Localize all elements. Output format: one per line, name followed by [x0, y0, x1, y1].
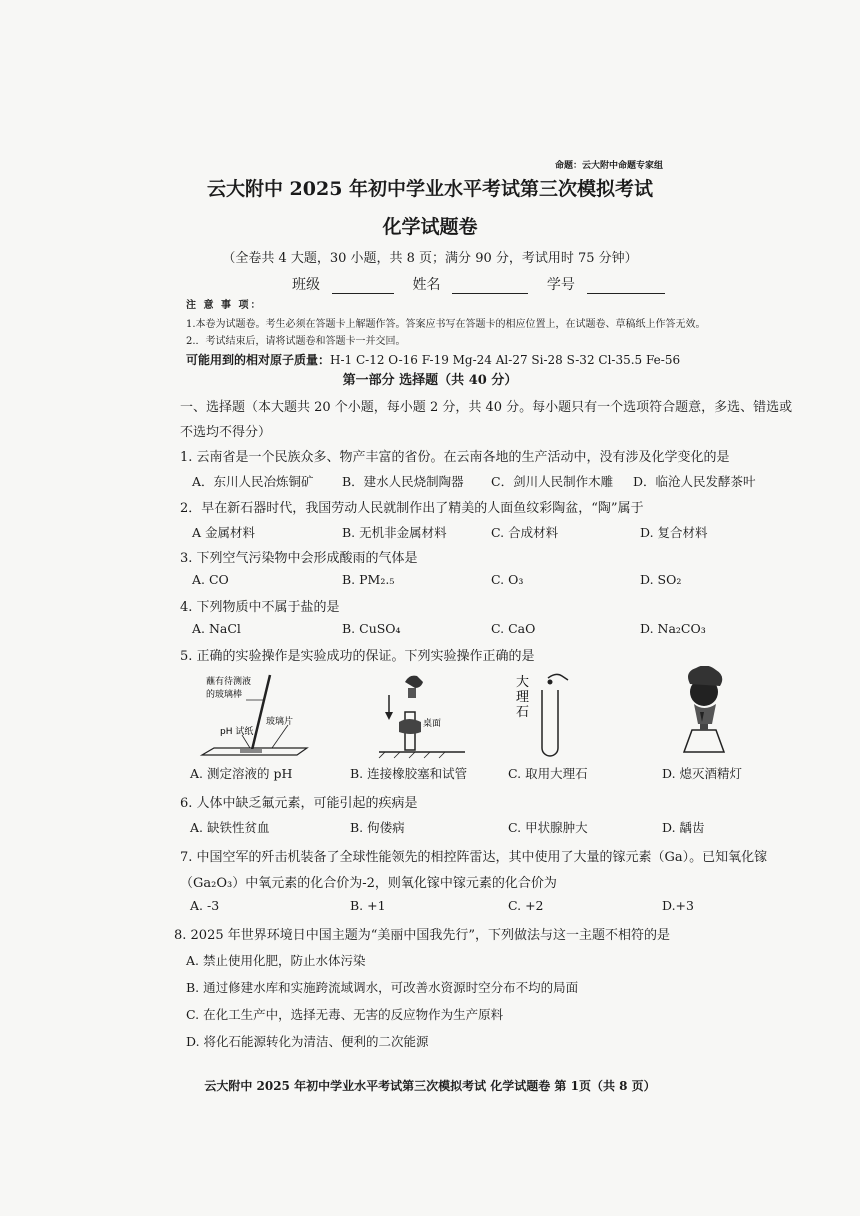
- class-field[interactable]: [332, 279, 394, 294]
- q1-option-d: D．临沧人民发酵茶叶: [633, 474, 756, 489]
- student-id-line: [292, 274, 679, 294]
- fig-a-label-2: 的玻璃棒: [206, 690, 243, 700]
- q5-option-b: B. 连接橡胶塞和试管: [350, 766, 468, 781]
- figure-d-alcohol-lamp: [672, 666, 742, 760]
- hatch-4: [424, 752, 430, 758]
- section-instructions-line2: 不选均不得分）: [180, 425, 272, 440]
- q5-option-c: C. 取用大理石: [508, 766, 588, 781]
- q1-option-a: A．东川人民冶炼铜矿: [192, 474, 314, 489]
- name-label: 姓名: [412, 277, 441, 293]
- q7-option-d: D.+3: [662, 898, 694, 913]
- q7-option-a: A. -3: [190, 898, 220, 913]
- question-5-stem: 5. 正确的实验操作是实验成功的保证。下列实验操作正确的是: [180, 649, 535, 664]
- question-4-stem: 4. 下列物质中不属于盐的是: [180, 600, 340, 615]
- exam-info: （全卷共 4 大题，30 小题，共 8 页；满分 90 分，考试用时 75 分钟）: [222, 251, 638, 266]
- glass-rod: [252, 675, 270, 750]
- fig-c-label-3: 石: [516, 705, 530, 720]
- q4-option-d: D. Na₂CO₃: [640, 621, 706, 636]
- fig-b-label: 桌面: [423, 719, 442, 729]
- figure-a-ph-test: [192, 670, 322, 760]
- exam-title: 云大附中 2025 年初中学业水平考试第三次模拟考试: [206, 178, 654, 200]
- notice-item-1: 1.本卷为试题卷。考生必须在答题卡上解题作答。答案应书写在答题卡的相应位置上，在试题卷、草稿纸上作答无效。: [186, 319, 706, 330]
- q2-option-d: D. 复合材料: [640, 525, 708, 540]
- lamp-wick-holder: [700, 724, 708, 730]
- hand-bottom: [399, 719, 421, 734]
- q8-option-b: B. 通过修建水库和实施跨流域调水，可改善水资源时空分布不均的局面: [186, 980, 579, 995]
- section-instructions-line1: 一、选择题（本大题共 20 个小题，每小题 2 分，共 40 分。每小题只有一个选项符合题意，多选、错选或: [180, 400, 793, 415]
- fig-a-label-1: 蘸有待测液: [206, 677, 252, 687]
- hatch-2: [394, 752, 400, 758]
- tweezers: [548, 674, 568, 680]
- figure-c-marble: [512, 668, 592, 760]
- hatch-3: [409, 752, 415, 758]
- question-7-stem-line1: 7. 中国空军的歼击机装备了全球性能领先的相控阵雷达，其中使用了大量的镓元素（Ga）。已知氧化镓: [180, 850, 768, 865]
- exam-subject-title: 化学试题卷: [382, 216, 478, 238]
- q7-option-b: B. +1: [350, 898, 386, 913]
- q3-option-a: A. CO: [192, 572, 229, 587]
- vertical-test-tube: [542, 690, 558, 756]
- q7-option-c: C. +2: [508, 898, 544, 913]
- name-field[interactable]: [452, 279, 528, 294]
- hatch-1: [379, 752, 385, 758]
- q2-option-b: B. 无机非金属材料: [342, 525, 447, 540]
- q8-option-a: A. 禁止使用化肥，防止水体污染: [186, 953, 366, 968]
- q5-option-d: D. 熄灭酒精灯: [662, 766, 743, 781]
- q1-option-c: C．剑川人民制作木雕: [491, 474, 614, 489]
- question-3-stem: 3. 下列空气污染物中会形成酸雨的气体是: [180, 551, 418, 566]
- question-6-stem: 6. 人体中缺乏氟元素，可能引起的疾病是: [180, 796, 418, 811]
- fig-a-label-4: 玻璃片: [266, 717, 294, 727]
- hand-top: [405, 676, 423, 688]
- fig-c-label-1: 大: [516, 675, 530, 690]
- atomic-masses-values: H-1 C-12 O-16 F-19 Mg-24 Al-27 Si-28 S-32 Cl-35.5 Fe-56: [330, 353, 681, 367]
- q6-option-d: D. 龋齿: [662, 820, 705, 835]
- q6-option-c: C. 甲状腺肿大: [508, 820, 588, 835]
- figure-b-stopper: [375, 670, 475, 760]
- question-2-stem: 2．早在新石器时代，我国劳动人民就制作出了精美的人面鱼纹彩陶盆，“陶”属于: [180, 501, 644, 516]
- student-number-field[interactable]: [587, 279, 665, 294]
- lamp-body: [684, 730, 724, 752]
- q3-option-c: C. O₃: [491, 572, 524, 587]
- label-leader-slide: [272, 725, 288, 748]
- q4-option-c: C. CaO: [491, 621, 536, 636]
- q3-option-b: B. PM₂.₅: [342, 572, 395, 587]
- fig-c-label-2: 理: [516, 690, 530, 705]
- question-7-stem-line2: （Ga₂O₃）中氧元素的化合价为-2，则氧化镓中镓元素的化合价为: [180, 876, 557, 891]
- q2-option-c: C. 合成材料: [491, 525, 559, 540]
- person-body: [694, 704, 716, 724]
- q1-option-b: B．建水人民烧制陶器: [342, 474, 464, 489]
- down-arrow-head: [385, 712, 393, 720]
- fig-a-label-3: pH 试纸: [220, 727, 254, 737]
- q5-option-a: A. 测定溶液的 pH: [190, 766, 293, 781]
- marble-piece: [548, 680, 553, 685]
- q4-option-b: B. CuSO₄: [342, 621, 401, 636]
- id-label: 学号: [546, 277, 575, 293]
- notice-item-2: 2.．考试结束后，请将试题卷和答题卡一并交回。: [186, 336, 406, 347]
- question-1-stem: 1. 云南省是一个民族众多、物产丰富的省份。在云南各地的生产活动中，没有涉及化学变化的是: [180, 450, 730, 465]
- atomic-masses-label: 可能用到的相对原子质量：: [186, 353, 331, 367]
- question-8-stem: 8. 2025 年世界环境日中国主题为“美丽中国我先行”，下列做法与这一主题不相符的是: [174, 928, 671, 943]
- q8-option-c: C. 在化工生产中，选择无毒、无害的反应物作为生产原料: [186, 1007, 504, 1022]
- q6-option-a: A. 缺铁性贫血: [190, 820, 270, 835]
- part-title: 第一部分 选择题（共 40 分）: [342, 373, 518, 388]
- notice-heading: 注 意 事 项：: [186, 300, 263, 311]
- q6-option-b: B. 佝偻病: [350, 820, 405, 835]
- q4-option-a: A. NaCl: [192, 621, 241, 636]
- q3-option-d: D. SO₂: [640, 572, 682, 587]
- header-credit: 命题：云大附中命题专家组: [555, 161, 664, 171]
- hatch-5: [439, 752, 445, 758]
- atomic-masses: [186, 351, 680, 368]
- q8-option-d: D. 将化石能源转化为清洁、便利的二次能源: [186, 1034, 429, 1049]
- rubber-stopper: [408, 688, 416, 698]
- ph-paper: [240, 749, 262, 753]
- person-hair: [688, 666, 722, 686]
- class-label: 班级: [292, 277, 320, 293]
- q2-option-a: A 金属材料: [192, 525, 256, 540]
- page-footer: 云大附中 2025 年初中学业水平考试第三次模拟考试 化学试题卷 第 1页（共 8 页）: [204, 1079, 656, 1093]
